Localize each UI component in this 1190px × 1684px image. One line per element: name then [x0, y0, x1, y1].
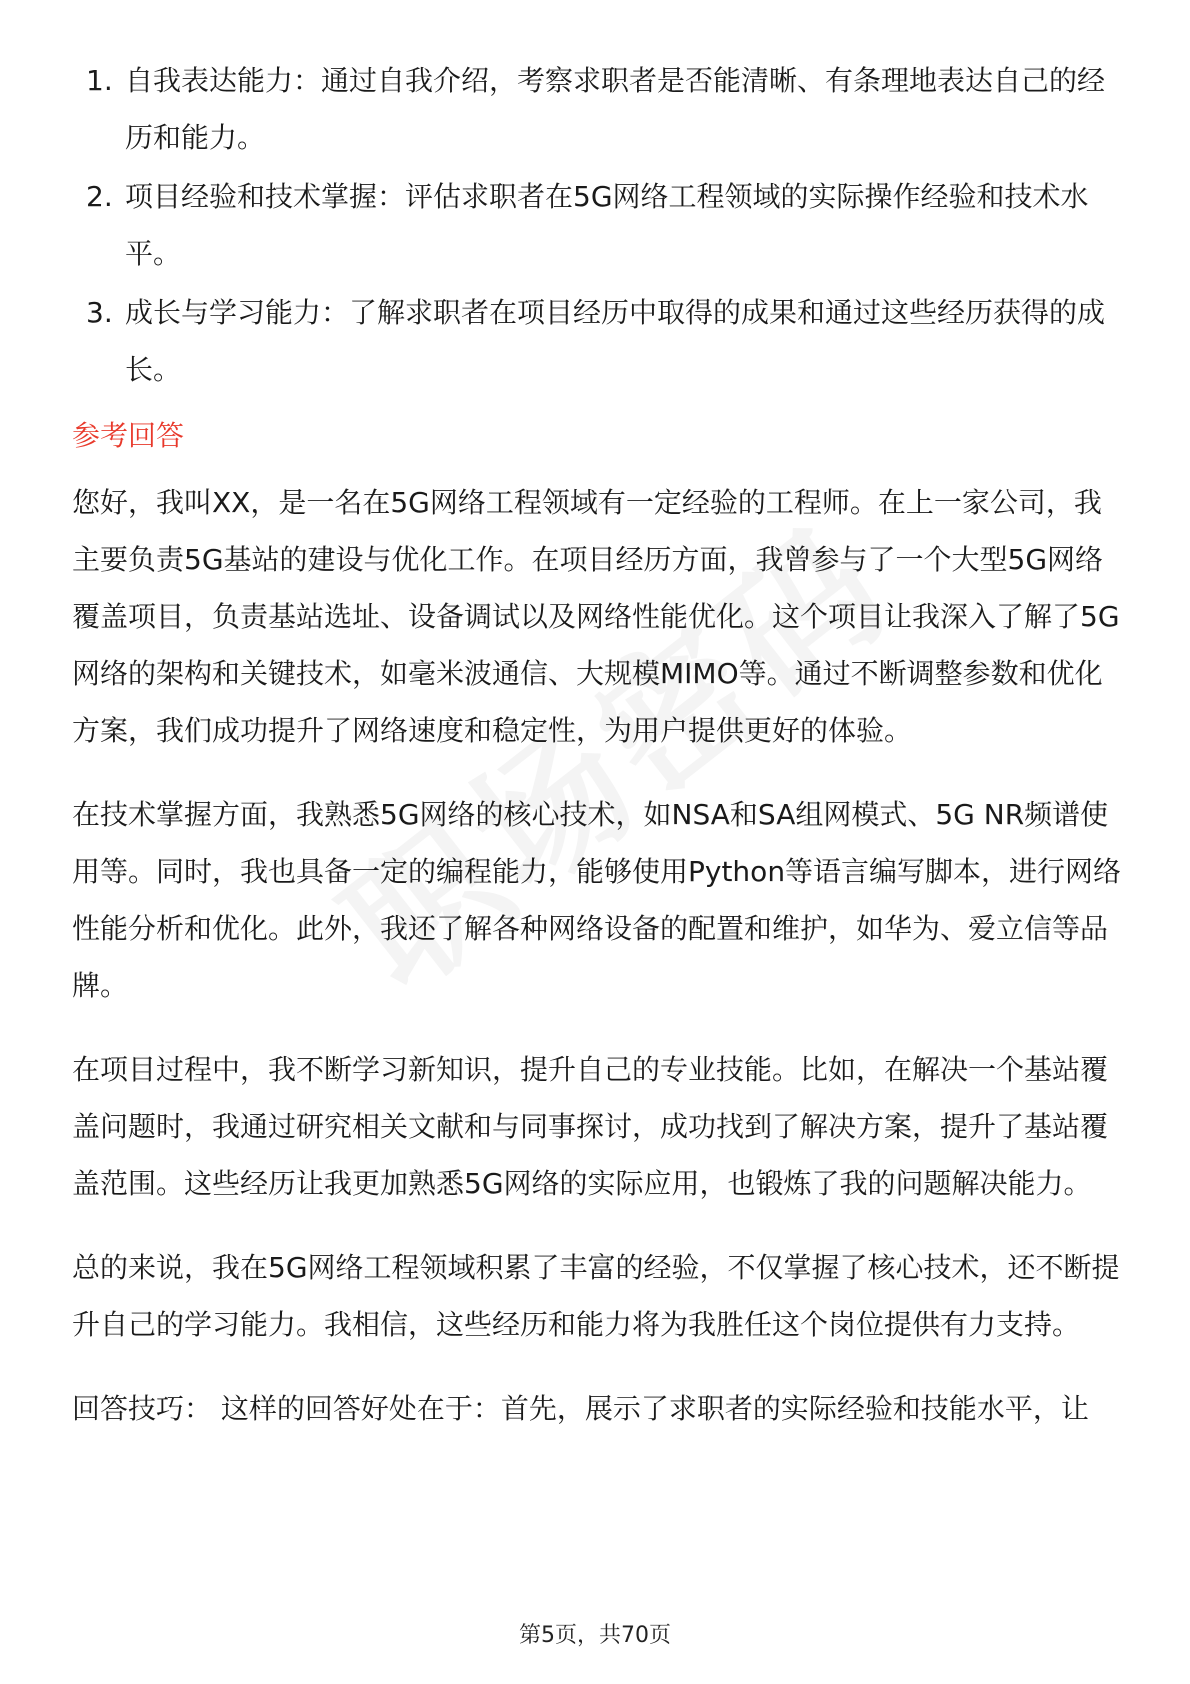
answer-paragraph: 在技术掌握方面，我熟悉5G网络的核心技术，如NSA和SA组网模式、5G NR频谱使用等。同时，我也具备一定的编程能力，能够使用Python等语言编写脚本，进行网络性能分析和优化。此外，我还了解各种网络设备的配置和维护，如华为、爱立信等品牌。: [72, 798, 1122, 1002]
list-item-text: 成长与学习能力：了解求职者在项目经历中取得的成果和通过这些经历获得的成长。: [125, 296, 1106, 386]
list-item-number: 3.: [86, 296, 113, 329]
list-item-number: 2.: [86, 180, 113, 213]
page-content: [72, 52, 1128, 1437]
list-item: [72, 52, 1128, 166]
reference-answer-heading: 参考回答: [72, 419, 185, 452]
list-item: [72, 284, 1128, 398]
list-item-number: 1.: [86, 64, 113, 97]
page-number-footer: 第5页，共70页: [519, 1623, 671, 1648]
list-item: [72, 168, 1128, 282]
list-item-text: 自我表达能力：通过自我介绍，考察求职者是否能清晰、有条理地表达自己的经历和能力。: [125, 64, 1106, 154]
list-item-text: 项目经验和技术掌握：评估求职者在5G网络工程领域的实际操作经验和技术水平。: [125, 180, 1089, 270]
assessment-criteria-list: [72, 52, 1128, 398]
answer-paragraph: 您好，我叫XX，是一名在5G网络工程领域有一定经验的工程师。在上一家公司，我主要负责5G基站的建设与优化工作。在项目经历方面，我曾参与了一个大型5G网络覆盖项目，负责基站选址、设备调试以及网络性能优化。这个项目让我深入了解了5G网络的架构和关键技术，如毫米波通信、大规模MIMO等。通过不断调整参数和优化方案，我们成功提升了网络速度和稳定性，为用户提供更好的体验。: [72, 486, 1120, 747]
answer-tip: 回答技巧： 这样的回答好处在于：首先，展示了求职者的实际经验和技能水平，让: [72, 1392, 1089, 1425]
answer-paragraph: 总的来说，我在5G网络工程领域积累了丰富的经验，不仅掌握了核心技术，还不断提升自己的学习能力。我相信，这些经历和能力将为我胜任这个岗位提供有力支持。: [72, 1251, 1120, 1341]
answer-paragraph: 在项目过程中，我不断学习新知识，提升自己的专业技能。比如，在解决一个基站覆盖问题时，我通过研究相关文献和与同事探讨，成功找到了解决方案，提升了基站覆盖范围。这些经历让我更加熟悉5G网络的实际应用，也锻炼了我的问题解决能力。: [72, 1053, 1109, 1200]
